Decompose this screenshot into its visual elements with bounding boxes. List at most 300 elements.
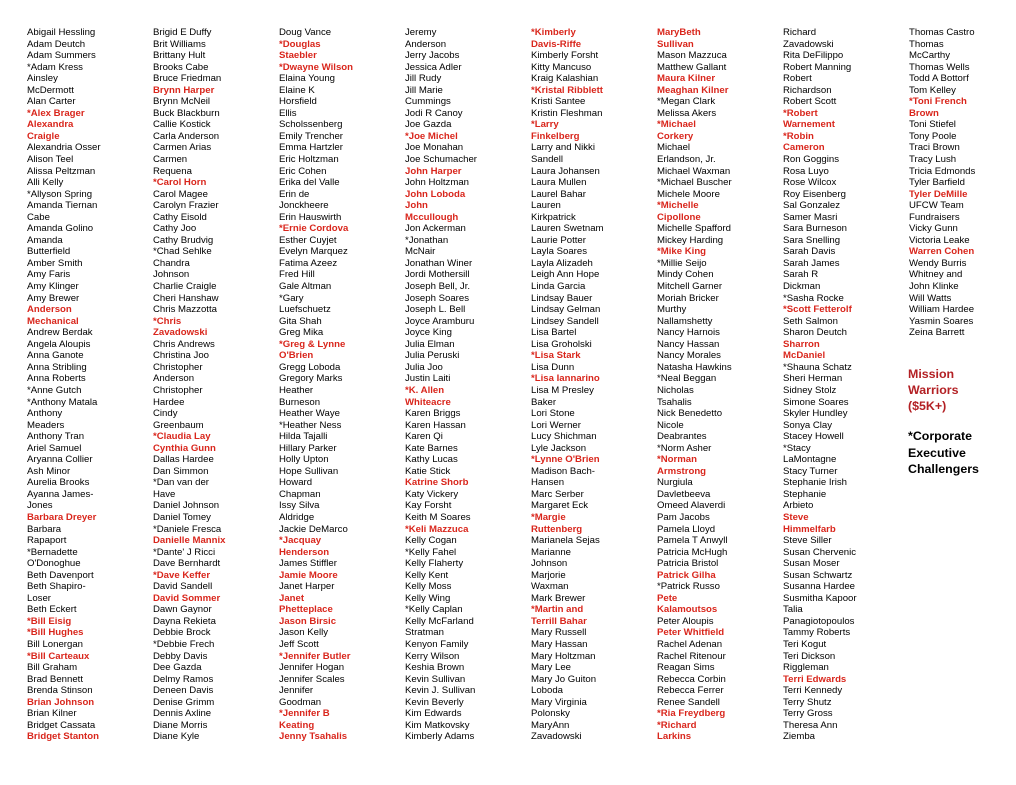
donor-name: Bill Lonergan xyxy=(27,638,84,650)
donor-name: Scholssenberg xyxy=(279,119,343,131)
donor-name: Chris Mazzotta xyxy=(153,304,217,316)
donor-name: Daniel Tomey xyxy=(153,511,211,523)
donor-name: Abigail Hessling xyxy=(27,27,96,38)
donor-name: Jackie DeMarco xyxy=(279,523,348,535)
donor-name: Rebecca Corbin xyxy=(657,673,726,685)
donor-name: Carolyn Frazier xyxy=(153,200,219,212)
legend-mission-warriors-line: Warriors xyxy=(908,383,959,397)
donor-name: Dallas Hardee xyxy=(153,454,214,466)
donor-name-highlighted: *Lisa Stark xyxy=(531,350,581,362)
donor-column-1 xyxy=(27,27,151,743)
donor-name-highlighted: *Robert xyxy=(783,107,818,119)
donor-name: Amber Smith xyxy=(27,257,83,269)
donor-name: Delmy Ramos xyxy=(153,673,214,685)
donor-name: Diane Morris xyxy=(153,719,208,731)
legend-corporate-line: Executive xyxy=(908,445,966,460)
donor-name: Debby Davis xyxy=(153,650,208,662)
donor-name: Erin de xyxy=(279,188,310,200)
donor-name: *Bernadette xyxy=(27,546,78,558)
donor-name: Angela Aloupis xyxy=(27,338,91,350)
donor-name: Jonathan Winer xyxy=(405,257,473,269)
donor-name-highlighted: Sullivan xyxy=(657,38,694,50)
donor-name-highlighted: Danielle Mannix xyxy=(153,535,226,547)
donor-name: Moriah Bricker xyxy=(657,292,719,304)
donor-name: Marianela Sejas xyxy=(531,535,600,547)
donor-name: Michelle Spafford xyxy=(657,223,731,235)
donor-name: David Sandell xyxy=(153,581,213,593)
donor-name: Robert Scott xyxy=(783,96,837,108)
donor-name: Riggleman xyxy=(783,662,829,674)
donor-name: Tammy Roberts xyxy=(783,627,851,639)
donor-name: Rosa Luyo xyxy=(783,165,829,177)
donor-name: Kristi Santee xyxy=(531,96,586,108)
donor-name: Pamela Lloyd xyxy=(657,523,716,535)
donor-name: Tom Kelley xyxy=(909,84,956,96)
donor-name: Esther Cuyjet xyxy=(279,234,337,246)
donor-name: O'Donoghue xyxy=(27,558,81,570)
donor-name-highlighted: Himmelfarb xyxy=(783,523,836,535)
legend-corporate-line: *Corporate xyxy=(908,429,973,443)
donor-name: Yasmin Soares xyxy=(909,315,974,327)
donor-name: Mickey Harding xyxy=(657,234,724,246)
donor-name: Margaret Eck xyxy=(531,500,589,512)
donor-name: Erin Hauswirth xyxy=(279,211,342,223)
donor-name-highlighted: *Douglas xyxy=(279,38,321,50)
donor-name: Sara Snelling xyxy=(783,234,841,246)
donor-name-highlighted: Alexandra xyxy=(27,119,74,131)
donor-name-highlighted: Bridget Stanton xyxy=(27,731,99,743)
donor-name: Rebecca Ferrer xyxy=(657,685,724,697)
donor-name-highlighted: *Norman xyxy=(657,454,697,466)
donor-name: Joyce King xyxy=(405,327,452,339)
donor-name: Lauren xyxy=(531,200,561,212)
donor-name: Susmitha Kapoor xyxy=(783,592,857,604)
donor-name: Johnson xyxy=(531,558,568,570)
donor-name: Reagan Sims xyxy=(657,662,715,674)
donor-name: Janet Harper xyxy=(279,581,335,593)
donor-name: *Chad Sehlke xyxy=(153,246,212,258)
donor-name: *Dante' J Ricci xyxy=(153,546,216,558)
donor-name: Jennifer Scales xyxy=(279,673,345,685)
donor-name: *Gary xyxy=(279,292,304,304)
donor-name: Katy Vickery xyxy=(405,488,459,500)
donor-name: Andrew Berdak xyxy=(27,327,93,339)
donor-name: Pamela T Anwyll xyxy=(657,535,728,547)
donor-name: Matthew Gallant xyxy=(657,61,727,73)
legend-corporate-line: Challengers xyxy=(908,462,979,476)
donor-name-highlighted: Warnement xyxy=(783,119,835,131)
donor-name: Amanda Tiernan xyxy=(27,200,98,212)
donor-name: Mary Jo Guiton xyxy=(531,673,597,685)
donor-name: Joseph Soares xyxy=(405,292,469,304)
donor-name: Dawn Gaynor xyxy=(153,604,212,616)
donor-name-highlighted: David Sommer xyxy=(153,592,221,604)
donor-name: Natasha Hawkins xyxy=(657,361,732,373)
donor-name: Kate Barnes xyxy=(405,442,458,454)
donor-name-highlighted: Cynthia Gunn xyxy=(153,442,216,454)
donor-name: *Heather Ness xyxy=(279,419,342,431)
donor-name: Wendy Burris xyxy=(909,257,967,269)
donor-name-highlighted: Cipollone xyxy=(657,211,701,223)
donor-name: Anderson xyxy=(153,373,195,385)
donor-name-highlighted: *Michelle xyxy=(657,200,699,212)
donor-name: Loboda xyxy=(531,685,564,697)
donor-name: Brit Williams xyxy=(153,38,206,50)
donor-name: Toni Stiefel xyxy=(909,119,956,131)
donor-name: *Adam Kress xyxy=(27,61,83,73)
donor-name: Goodman xyxy=(279,696,322,708)
donor-name: Ayanna James- xyxy=(27,488,94,500)
donor-name: Cindy xyxy=(153,408,178,420)
donor-name-highlighted: John Harper xyxy=(405,165,462,177)
donor-name-highlighted: Brown xyxy=(909,107,939,119)
donor-name: *Neal Beggan xyxy=(657,373,717,385)
donor-name: Brittany Hult xyxy=(153,50,206,62)
donor-name: Layla Alizadeh xyxy=(531,257,593,269)
donor-name: Cathy Brudvig xyxy=(153,234,214,246)
donor-name: Fundraisers xyxy=(909,211,960,223)
donor-name: Keith M Soares xyxy=(405,511,471,523)
donor-name: Omeed Alaverdi xyxy=(657,500,726,512)
donor-name-highlighted: Cameron xyxy=(783,142,825,154)
donor-name: Fatima Azeez xyxy=(279,257,338,269)
donor-name: Emma Hartzler xyxy=(279,142,343,154)
donor-name: Terry Shutz xyxy=(783,696,832,708)
donor-name: Diane Kyle xyxy=(153,731,200,743)
donor-name: Amy Brewer xyxy=(27,292,80,304)
donor-name: Kraig Kalashian xyxy=(531,73,599,85)
donor-name: Rose Wilcox xyxy=(783,177,837,189)
donor-name: Horsfield xyxy=(279,96,317,108)
donor-name: Lisa Bartel xyxy=(531,327,577,339)
donor-name: *Shauna Schatz xyxy=(783,361,852,373)
donor-name: Madison Bach- xyxy=(531,465,595,477)
donor-name: Leigh Ann Hope xyxy=(531,269,600,281)
donor-name: Beth Davenport xyxy=(27,569,94,581)
donor-name: Anthony Tran xyxy=(27,431,85,443)
donor-name: Samer Masri xyxy=(783,211,838,223)
donor-name: Beth Shapiro- xyxy=(27,581,86,593)
donor-name: Joe Gazda xyxy=(405,119,452,131)
donor-name: Mary Hassan xyxy=(531,638,588,650)
donor-name: Mitchell Garner xyxy=(657,281,723,293)
donor-name: Brynn McNeil xyxy=(153,96,211,108)
donor-name: Barbara xyxy=(27,523,62,535)
donor-name: Kitty Mancuso xyxy=(531,61,592,73)
donor-name: Brad Bennett xyxy=(27,673,84,685)
donor-name: Jodi R Canoy xyxy=(405,107,463,119)
donor-name: Kevin Beverly xyxy=(405,696,464,708)
donor-name: Seth Salmon xyxy=(783,315,838,327)
donor-name: Thomas Castro xyxy=(909,27,975,38)
donor-name: Kelly Wing xyxy=(405,592,451,604)
donor-name: Patricia McHugh xyxy=(657,546,728,558)
donor-name: Jason Kelly xyxy=(279,627,329,639)
donor-name: Joe Monahan xyxy=(405,142,464,154)
donor-name: UFCW Team xyxy=(909,200,964,212)
donor-name-highlighted: Warren Cohen xyxy=(909,246,975,258)
donor-name: Lindsey Sandell xyxy=(531,315,599,327)
donor-name-highlighted: Ruttenberg xyxy=(531,523,583,535)
donor-name: LaMontagne xyxy=(783,454,837,466)
donor-name: Kelly Flaherty xyxy=(405,558,464,570)
donor-name-highlighted: *Kimberly xyxy=(531,27,576,38)
donor-name: Jill Marie xyxy=(405,84,443,96)
donor-name: Lori Stone xyxy=(531,408,575,420)
donor-name: Kim Matkovsky xyxy=(405,719,470,731)
donor-name: Sonya Clay xyxy=(783,419,833,431)
donor-name: Denise Grimm xyxy=(153,696,215,708)
donor-name: Marjorie xyxy=(531,569,566,581)
donor-name-highlighted: *Jennifer Butler xyxy=(279,650,351,662)
donor-name: Tricia Edmonds xyxy=(909,165,976,177)
donor-name: Jill Rudy xyxy=(405,73,442,85)
donor-name: Pam Jacobs xyxy=(657,511,710,523)
donor-name: Burneson xyxy=(279,396,321,408)
donor-name: Robert xyxy=(783,73,812,85)
donor-name: Erlandson, Jr. xyxy=(657,154,716,166)
donor-name: Dee Gazda xyxy=(153,662,202,674)
donor-name: Todd A Bottorf xyxy=(909,73,969,85)
donor-name-highlighted: Jamie Moore xyxy=(279,569,338,581)
donor-name: Amanda xyxy=(27,234,63,246)
donor-name: Ron Goggins xyxy=(783,154,839,166)
donor-name: Carla Anderson xyxy=(153,130,220,142)
donor-name: Lindsay Gelman xyxy=(531,304,601,316)
donor-name: Polonsky xyxy=(531,708,570,720)
donor-name-highlighted: Jason Birsic xyxy=(279,615,337,627)
donor-name: Lori Werner xyxy=(531,419,581,431)
donor-name: Chris Andrews xyxy=(153,338,215,350)
donor-name-highlighted: *Kristal Ribblett xyxy=(531,84,603,96)
donor-name: Aldridge xyxy=(279,511,315,523)
donor-name: Laurie Potter xyxy=(531,234,586,246)
donor-name: Lyle Jackson xyxy=(531,442,587,454)
donor-name-highlighted: *Dave Keffer xyxy=(153,569,211,581)
donor-name: Elaina Young xyxy=(279,73,336,85)
donor-name: Brian Kilner xyxy=(27,708,77,720)
donor-name: Gita Shah xyxy=(279,315,322,327)
donor-name: Karen Hassan xyxy=(405,419,466,431)
donor-name: Carmen Arias xyxy=(153,142,212,154)
donor-name: Bruce Friedman xyxy=(153,73,222,85)
donor-name-highlighted: John Loboda xyxy=(405,188,466,200)
donor-name: Heather Waye xyxy=(279,408,340,420)
donor-name: Eric Holtzman xyxy=(279,154,339,166)
donor-name-highlighted: Corkery xyxy=(657,130,694,142)
donor-name: Deabrantes xyxy=(657,431,707,443)
donor-name: Amanda Golino xyxy=(27,223,94,235)
donor-column-6 xyxy=(657,27,781,743)
donor-name: Gale Altman xyxy=(279,281,332,293)
donor-name: Lauren Swetnam xyxy=(531,223,604,235)
donor-name-highlighted: John xyxy=(405,200,428,212)
donor-name-highlighted: Maura Kilner xyxy=(657,73,716,85)
donor-name: Kristin Fleshman xyxy=(531,107,603,119)
donor-name: Gregory Marks xyxy=(279,373,343,385)
donor-name: Mary Russell xyxy=(531,627,587,639)
donor-name: Sarah James xyxy=(783,257,840,269)
donor-name-highlighted: *Margie xyxy=(531,511,566,523)
donor-name-highlighted: MaryBeth xyxy=(657,27,701,38)
donor-name: Nicholas xyxy=(657,384,694,396)
donor-name: Holly Upton xyxy=(279,454,329,466)
donor-name-highlighted: Davis-Riffe xyxy=(531,38,582,50)
donor-name: Carol Magee xyxy=(153,188,208,200)
donor-name-highlighted: *Bill Eisig xyxy=(27,615,72,627)
donor-name: Panagiotopoulos xyxy=(783,615,855,627)
donor-name: William Hardee xyxy=(909,304,975,316)
donor-name: *Anne Gutch xyxy=(27,384,82,396)
donor-name-highlighted: Keating xyxy=(279,719,315,731)
donor-name: Karen Qi xyxy=(405,431,443,443)
donor-name: Cabe xyxy=(27,211,50,223)
donor-column-5 xyxy=(531,27,655,743)
donor-name: Thomas xyxy=(909,38,944,50)
donor-name: *Jonathan xyxy=(405,234,449,246)
donor-name: Brenda Stinson xyxy=(27,685,93,697)
donor-name: Keshia Brown xyxy=(405,662,465,674)
donor-name: Brooks Cabe xyxy=(153,61,209,73)
donor-name: Kathy Lucas xyxy=(405,454,458,466)
donor-name-highlighted: *Greg & Lynne xyxy=(279,338,346,350)
donor-name: *Stacy xyxy=(783,442,811,454)
donor-name: Simone Soares xyxy=(783,396,849,408)
donor-name: Arbieto xyxy=(783,500,814,512)
donor-name: Greenbaum xyxy=(153,419,204,431)
donor-name: Butterfield xyxy=(27,246,71,258)
donor-name: Nallamshetty xyxy=(657,315,713,327)
donor-name: Evelyn Marquez xyxy=(279,246,348,258)
donor-name: Aurelia Brooks xyxy=(27,477,90,489)
donor-name: Deneen Davis xyxy=(153,685,214,697)
donor-name-highlighted: *Mike King xyxy=(657,246,707,258)
donor-name: Tsahalis xyxy=(657,396,692,408)
donor-name: *Michael Buscher xyxy=(657,177,732,189)
donor-name-highlighted: Brian Johnson xyxy=(27,696,95,708)
donor-name: Jeff Scott xyxy=(279,638,319,650)
donor-name-highlighted: *Ernie Cordova xyxy=(279,223,349,235)
donor-name-highlighted: *Robin xyxy=(783,130,814,142)
donor-name: Amy Klinger xyxy=(27,281,79,293)
donor-name: Davletbeeva xyxy=(657,488,711,500)
donor-name-highlighted: *Dwayne Wilson xyxy=(279,61,354,73)
donor-name: Dickman xyxy=(783,281,821,293)
donor-name: Jonckheere xyxy=(279,200,329,212)
donor-name: Alan Carter xyxy=(27,96,76,108)
donor-name-highlighted: *Lisa Iannarino xyxy=(531,373,600,385)
donor-name: Sal Gonzalez xyxy=(783,200,841,212)
donor-name: Alissa Peltzman xyxy=(27,165,96,177)
donor-name: *Kelly Fahel xyxy=(405,546,457,558)
donor-name: Sandell xyxy=(531,154,564,166)
donor-name: Michael Waxman xyxy=(657,165,731,177)
donor-name: McDermott xyxy=(27,84,74,96)
donor-name: Murthy xyxy=(657,304,687,316)
donor-name: Eric Cohen xyxy=(279,165,327,177)
donor-name: Daniel Johnson xyxy=(153,500,220,512)
donor-name-highlighted: *Martin and xyxy=(531,604,584,616)
donor-name: Rachel Adenan xyxy=(657,638,723,650)
donor-name: Justin Laiti xyxy=(405,373,451,385)
donor-name: Rita DeFilippo xyxy=(783,50,844,62)
donor-name: Mindy Cohen xyxy=(657,269,714,281)
donor-name: Susan Chervenic xyxy=(783,546,857,558)
donor-name: Alison Teel xyxy=(27,154,74,166)
donor-name: Steve Siller xyxy=(783,535,832,547)
donor-name: Teri Dickson xyxy=(783,650,836,662)
donor-name: Terri Kennedy xyxy=(783,685,843,697)
donor-name: Sidney Stolz xyxy=(783,384,837,396)
donor-name-highlighted: *Ria Freydberg xyxy=(657,708,726,720)
donor-name: Laura Johansen xyxy=(531,165,600,177)
donor-name: Charlie Craigle xyxy=(153,281,217,293)
donor-name-highlighted: Barbara Dreyer xyxy=(27,511,97,523)
donor-name: Jordi Mothersill xyxy=(405,269,470,281)
donor-name: Johnson xyxy=(153,269,190,281)
donor-name: Anna Ganote xyxy=(27,350,84,362)
donor-name: Emily Trencher xyxy=(279,130,343,142)
donor-name: Anthony xyxy=(27,408,63,420)
donor-name: Sarah Davis xyxy=(783,246,836,258)
donor-name: Doug Vance xyxy=(279,27,332,38)
donor-name: Susanna Hardee xyxy=(783,581,856,593)
donor-name: Katie Stick xyxy=(405,465,451,477)
donor-name-highlighted: Katrine Shorb xyxy=(405,477,469,489)
donor-name-highlighted: *Jacquay xyxy=(279,535,322,547)
donor-name: Susan Moser xyxy=(783,558,840,570)
donor-name: Talia xyxy=(783,604,803,616)
donor-name: Joseph L. Bell xyxy=(405,304,466,316)
donor-name: Anna Stribling xyxy=(27,361,87,373)
donor-name: John Klinke xyxy=(909,281,959,293)
donor-name: Loser xyxy=(27,592,51,604)
donor-name: Ainsley xyxy=(27,73,58,85)
donor-name-highlighted: *Richard xyxy=(657,719,697,731)
donor-name: Jon Ackerman xyxy=(405,223,466,235)
donor-name: *Daniele Fresca xyxy=(153,523,222,535)
donor-name: Adam Deutch xyxy=(27,38,86,50)
donor-name-highlighted: O'Brien xyxy=(279,350,314,362)
donor-name-highlighted: *Jennifer B xyxy=(279,708,330,720)
donor-name: Lisa M Presley xyxy=(531,384,594,396)
donor-name-highlighted: Kalamoutsos xyxy=(657,604,718,616)
donor-name: Lindsay Bauer xyxy=(531,292,593,304)
donor-name: Laura Mullen xyxy=(531,177,587,189)
donor-name-highlighted: *Lynne O'Brien xyxy=(531,454,600,466)
donor-name: McCarthy xyxy=(909,50,951,62)
donor-name: Kimberly Forsht xyxy=(531,50,599,62)
donor-name: Lisa Groholski xyxy=(531,338,592,350)
donor-name-highlighted: *Larry xyxy=(531,119,559,131)
donor-name: Melissa Akers xyxy=(657,107,717,119)
donor-name: Elaine K xyxy=(279,84,315,96)
donor-name-highlighted: Anderson xyxy=(27,304,72,316)
donor-name: Meaders xyxy=(27,419,65,431)
donor-name-highlighted: Larkins xyxy=(657,731,692,743)
donor-name: Michele Moore xyxy=(657,188,720,200)
donor-name: Nicole xyxy=(657,419,684,431)
donor-name-highlighted: Finkelberg xyxy=(531,130,580,142)
donor-name: Peter Aloupis xyxy=(657,615,714,627)
donor-name: Have xyxy=(153,488,176,500)
donor-name: Kelly Cogan xyxy=(405,535,457,547)
donor-name: Julia Peruski xyxy=(405,350,460,362)
donor-name: Kenyon Family xyxy=(405,638,469,650)
donor-name: Baker xyxy=(531,396,557,408)
donor-name: Stephanie xyxy=(783,488,827,500)
donor-name: Rachel Ritenour xyxy=(657,650,726,662)
